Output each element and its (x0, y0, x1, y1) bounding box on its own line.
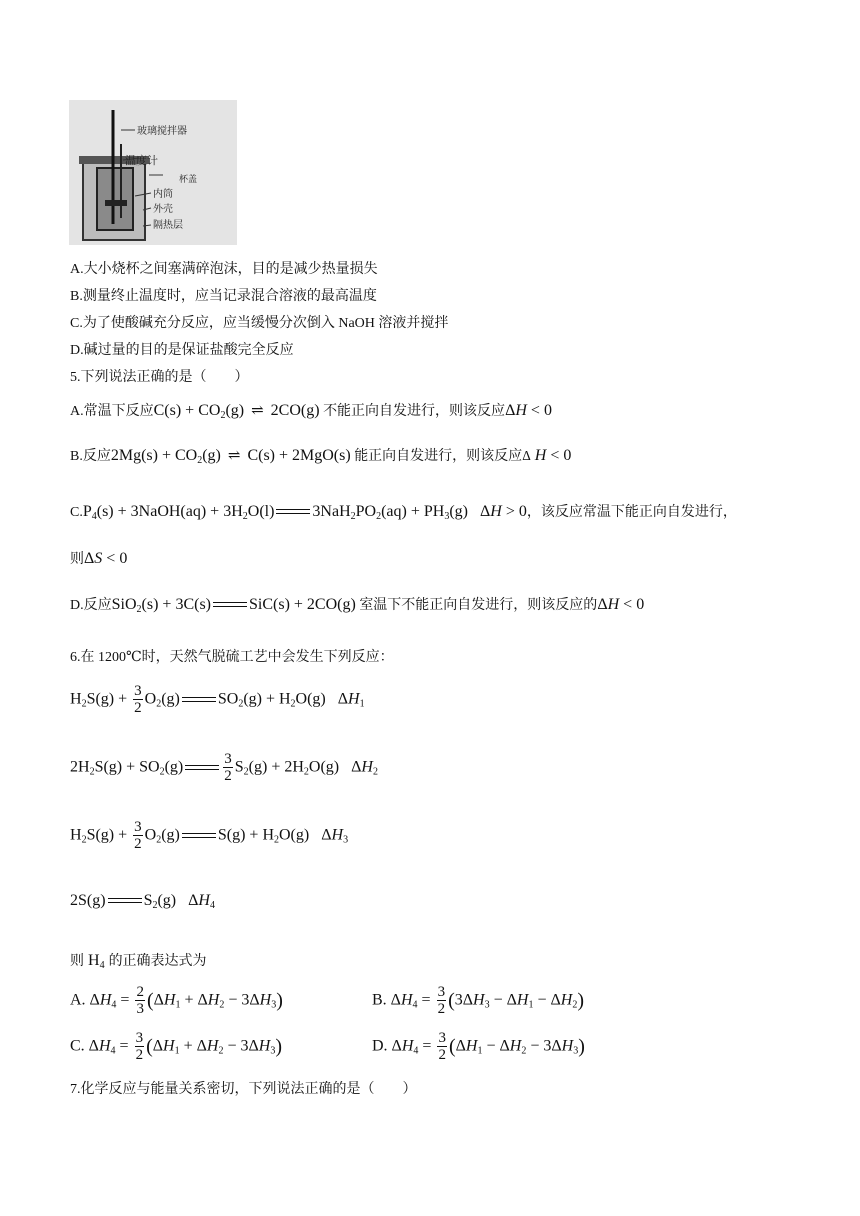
q5-stem: 5.下列说法正确的是（ ） (70, 370, 249, 385)
q5-option-b: B.反应$2Mg(s) + CO_2(g)$ ⇌ C(s) + 2MgO(s) 能正向自发进行，则该反应Δ H < 0 (70, 447, 572, 466)
calorimeter-figure (69, 100, 237, 245)
q6-option-a: A. $\Delta H_4$ = $\frac{2}{3}$ $(\Delta H_1 + \Delta H_2 - 3\Delta H_3)$ (70, 984, 283, 1017)
q6-option-c: C. $\Delta H_4$ = $\frac{3}{2}$ $(\Delta H_1 + \Delta H_2 - 3\Delta H_3)$ (70, 1030, 283, 1063)
label-thermometer: 温度计 (125, 154, 158, 167)
calorimeter-diagram (69, 100, 237, 245)
q5-option-c: $C.P_4(s)$ + 3NaOH(aq) + $3H_2O(l) 3NaH_2PO_2(aq) + PH_3(g) \Delta H > 0$，该反应常温下能正向自发进行， (70, 503, 737, 522)
q6-reaction-4: 2S(g) $S_2(g)$ $\Delta H_4$ (70, 892, 215, 911)
label-insulation: 隔热层 (153, 220, 183, 231)
q6-option-d: D. $\Delta H_4$ = $\frac{3}{2}$ $(\Delta H_1 - \Delta H_2 - 3\Delta H_3)$ (372, 1030, 585, 1063)
label-stirrer: 玻璃搅拌器 (137, 126, 187, 137)
q5-option-d: D.反应SiO$_2$(s) + 3C(s) SiC(s) + 2CO(g) 室温下不能正向自发进行，则该反应的ΔH < 0 (70, 596, 645, 615)
q5-option-a: A.常温下反应$C(s) + CO_2(g)$ ⇌ 2CO(g) 不能正向自发进行，则该反应ΔH < 0 (70, 402, 552, 421)
q6-option-b: B. $\Delta H_4$ = $\frac{3}{2}$ $(3\Delta H_3 - \Delta H_1 - \Delta H_2)$ (372, 984, 585, 1017)
q6-ask: 则 $H_4$ 的正确表达式为 (70, 952, 207, 971)
label-inner-cup: 内筒 (153, 189, 173, 200)
q4-option-d: D.碱过量的目的是保证盐酸完全反应 (70, 343, 294, 358)
q6-reaction-2: $2H_2S(g) + SO_2(g)$ $\frac{3}{2}$ $S_2(g) + 2H_2O(g)$ $\Delta H_2$ (70, 751, 378, 784)
label-shell: 外壳 (153, 204, 173, 215)
q6-reaction-3: $H_2S(g)$ + $\frac{3}{2}$ $O_2(g) S(g) + H_2O(g)$ $\Delta H_3$ (70, 819, 349, 852)
q6-stem: 6.在 1200℃时，天然气脱硫工艺中会发生下列反应： (70, 650, 394, 665)
label-lid: 杯盖 (179, 175, 198, 185)
q5-option-c-cont: 则ΔS < 0 (70, 550, 128, 567)
q4-option-c: C.为了使酸碱充分反应，应当缓慢分次倒入 NaOH 溶液并搅拌 (70, 316, 449, 331)
q4-option-b: B.测量终止温度时，应当记录混合溶液的最高温度 (70, 289, 377, 304)
q4-option-a: A.大小烧杯之间塞满碎泡沫，目的是减少热量损失 (70, 262, 378, 277)
q7-stem: 7.化学反应与能量关系密切，下列说法正确的是（ ） (70, 1082, 417, 1097)
q6-reaction-1: $H_2S(g)$ + $\frac{3}{2}$ $O_2(g) SO_2(g) + H_2O(g)$ $\Delta H_1$ (70, 683, 365, 716)
